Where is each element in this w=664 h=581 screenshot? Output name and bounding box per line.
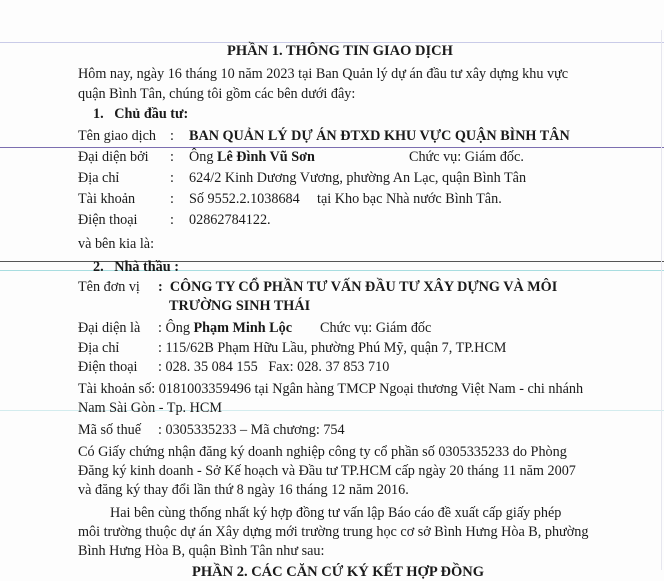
agreement-line: Hai bên cùng thống nhất ký hợp đồng tư vấn lập Báo cáo đề xuất cấp giấy phép — [110, 505, 562, 521]
party1-closing: và bên kia là: — [78, 236, 155, 252]
agreement-line: môi trường thuộc dự án Xây dựng mới trường trung học cơ sở Bình Hưng Hòa B, phường — [78, 524, 589, 540]
party2-name-line2: TRƯỜNG SINH THÁI — [169, 298, 311, 314]
party2-heading: 2. Nhà thầu : — [93, 259, 179, 275]
party2-rep-value — [158, 320, 292, 337]
party1-address-value: 624/2 Kinh Dương Vương, phường An Lạc, quận Bình Tân — [189, 170, 527, 186]
party2-account-line: Nam Sài Gòn - Tp. HCM — [78, 400, 222, 416]
page-edge — [661, 30, 662, 570]
rep-name: Phạm Minh Lộc — [193, 320, 292, 336]
party1-heading: 1. Chủ đầu tư: — [93, 106, 189, 122]
party2-name-line1: : CÔNG TY CỔ PHẦN TƯ VẤN ĐẦU TƯ XÂY DỰNG VÀ MÔI — [158, 279, 558, 295]
party1-account-bank: tại Kho bạc Nhà nước Bình Tân. — [317, 191, 502, 207]
rep-prefix: : Ông — [158, 320, 194, 336]
party2-phone-label: Điện thoại — [78, 359, 138, 375]
party2-cert-line: Đăng ký kinh doanh - Sở Kế hoạch và Đầu tư TP.HCM cấp ngày 20 tháng 11 năm 2007 — [78, 463, 576, 479]
scan-line — [0, 147, 664, 148]
separator: : — [170, 212, 174, 228]
party1-rep-position: Chức vụ: Giám đốc. — [409, 149, 524, 165]
party2-rep-position: Chức vụ: Giám đốc — [320, 320, 432, 336]
party2-address-value: : 115/62B Phạm Hữu Lầu, phường Phú Mỹ, quận 7, TP.HCM — [158, 340, 507, 356]
separator: : — [170, 191, 174, 207]
party1-address-label: Địa chỉ — [78, 170, 120, 186]
party2-name-label: Tên đơn vị — [78, 279, 140, 295]
party2-address-label: Địa chỉ — [78, 340, 120, 356]
separator: : — [170, 149, 174, 165]
party1-rep-label: Đại diện bởi — [78, 149, 149, 165]
party2-rep-label: Đại diện là — [78, 320, 141, 336]
rep-name: Lê Đình Vũ Sơn — [216, 149, 315, 165]
party1-phone-label: Điện thoại — [78, 212, 138, 228]
party1-account-value: Số 9552.2.1038684 — [189, 191, 300, 207]
agreement-line: Bình Hưng Hòa B, quận Bình Tân như sau: — [78, 543, 325, 559]
section2-title: PHẦN 2. CÁC CĂN CỨ KÝ KẾT HỢP ĐỒNG — [192, 564, 485, 580]
intro-line: quận Bình Tân, chúng tôi gồm các bên dưới đây: — [78, 86, 356, 102]
party1-account-label: Tài khoản — [78, 191, 136, 207]
section1-title: PHẦN 1. THÔNG TIN GIAO DỊCH — [227, 43, 453, 59]
party2-tax-value: : 0305335233 – Mã chương: 754 — [158, 422, 345, 438]
intro-line: Hôm nay, ngày 16 tháng 10 năm 2023 tại Ban Quản lý dự án đầu tư xây dựng khu vực — [78, 66, 569, 82]
party1-name-label: Tên giao dịch — [78, 128, 157, 144]
party2-cert-line: Có Giấy chứng nhận đăng ký doanh nghiệp công ty cổ phần số 0305335233 do Phòng — [78, 444, 567, 460]
separator: : — [170, 170, 174, 186]
rep-prefix: Ông — [189, 149, 217, 165]
party2-cert-line: và đăng ký thay đổi lần thứ 8 ngày 16 tháng 12 năm 2016. — [78, 482, 409, 498]
party1-name-value: BAN QUẢN LÝ DỰ ÁN ĐTXD KHU VỰC QUẬN BÌNH TÂN — [189, 128, 570, 144]
party1-rep-value — [189, 149, 315, 166]
party1-phone-value: 02862784122. — [189, 212, 271, 228]
separator: : — [170, 128, 174, 144]
party2-phone-value: : 028. 35 084 155 Fax: 028. 37 853 710 — [158, 359, 390, 375]
party2-tax-label: Mã số thuế — [78, 422, 142, 438]
party2-account-line: Tài khoản số: 0181003359496 tại Ngân hàng TMCP Ngoại thương Việt Nam - chi nhánh — [78, 381, 584, 397]
